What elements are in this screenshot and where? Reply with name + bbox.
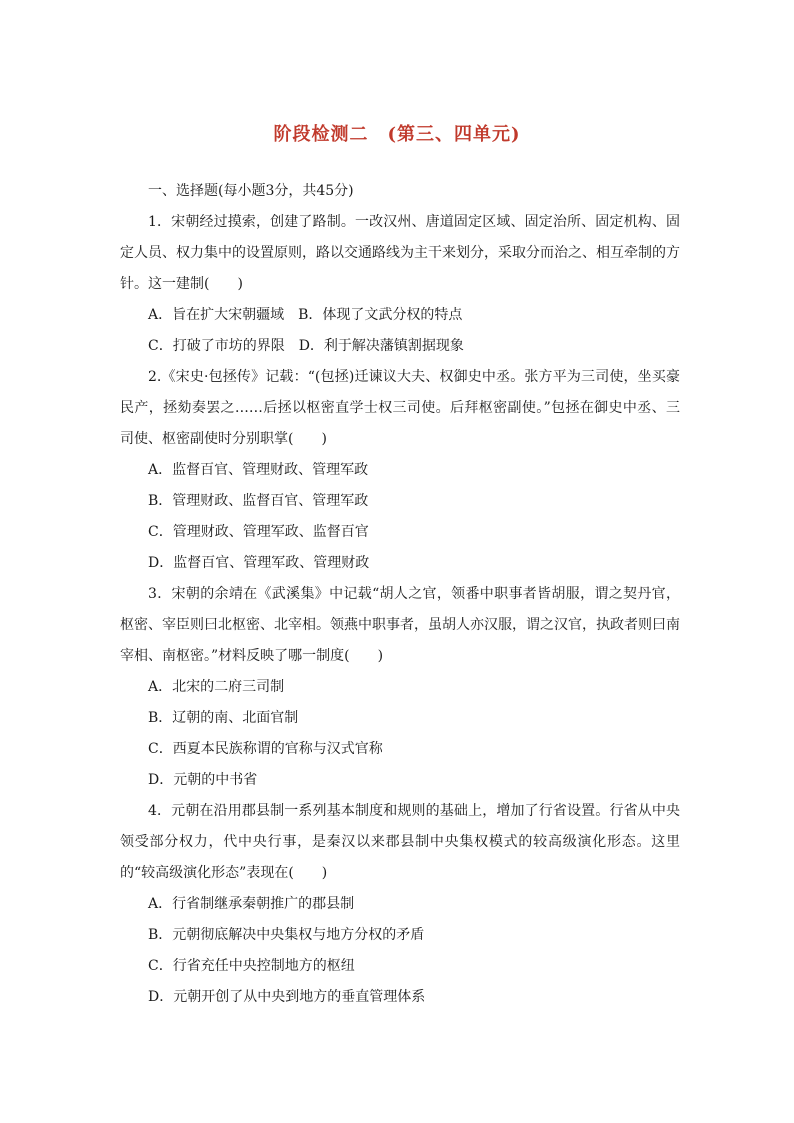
page-title: 阶段检测二 (第三、四单元): [273, 124, 521, 145]
section-heading: 一、选择题(每小题3分，共45分): [148, 183, 354, 199]
option-c: C．行省充任中央控制地方的枢纽: [148, 958, 355, 974]
option-d: D．监督百官、管理军政、管理财政: [148, 555, 370, 571]
option-a: A．监督百官、管理财政、管理军政: [148, 462, 369, 478]
option-b: B．辽朝的南、北面官制: [148, 710, 299, 726]
option-d: D．元朝开创了从中央到地方的垂直管理体系: [148, 989, 426, 1005]
question-3: [120, 579, 680, 796]
question-4: [120, 796, 680, 1013]
question-stem: 2.《宋史·包拯传》记载：“(包拯)迁谏议大夫、权御史中丞。张方平为三司使，坐买豪民产，拯劾奏罢之……后拯以枢密直学士权三司使。后拜枢密副使。”包拯在御史中丞、三司使、枢密副使时分别职掌( ): [120, 369, 680, 447]
option-b: B．元朝彻底解决中央集权与地方分权的矛盾: [148, 927, 425, 943]
option-c: C．管理财政、管理军政、监督百官: [148, 524, 369, 540]
question-stem: 3．宋朝的余靖在《武溪集》中记载“胡人之官，领番中职事者皆胡服，谓之契丹官，枢密、宰臣则曰北枢密、北宰相。领燕中职事者，虽胡人亦汉服，谓之汉官，执政者则曰南宰相、南枢密。”材料反映了哪一制度( ): [120, 586, 680, 664]
question-2: [120, 362, 680, 579]
option-a: A．北宋的二府三司制: [148, 679, 285, 695]
option-d: D．元朝的中书省: [148, 772, 258, 788]
option-c: C．西夏本民族称谓的官称与汉式官称: [148, 741, 383, 757]
option-line: C．打破了市坊的界限 D．利于解决藩镇割据现象: [148, 338, 464, 354]
question-stem: 4．元朝在沿用郡县制一系列基本制度和规则的基础上，增加了行省设置。行省从中央领受部分权力，代中央行事，是秦汉以来郡县制中央集权模式的较高级演化形态。这里的“较高级演化形态”表现在( ): [120, 803, 680, 881]
question-stem: 1．宋朝经过摸索，创建了路制。一改汉州、唐道固定区域、固定治所、固定机构、固定人员、权力集中的设置原则，路以交通路线为主干来划分，采取分而治之、相互牵制的方针。这一建制( ): [120, 214, 680, 292]
option-a: A．行省制继承秦朝推广的郡县制: [148, 896, 355, 912]
option-b: B．管理财政、监督百官、管理军政: [148, 493, 369, 509]
question-list: [120, 176, 680, 1013]
option-line: A．旨在扩大宋朝疆域 B．体现了文武分权的特点: [148, 307, 463, 323]
question-1: [120, 207, 680, 362]
